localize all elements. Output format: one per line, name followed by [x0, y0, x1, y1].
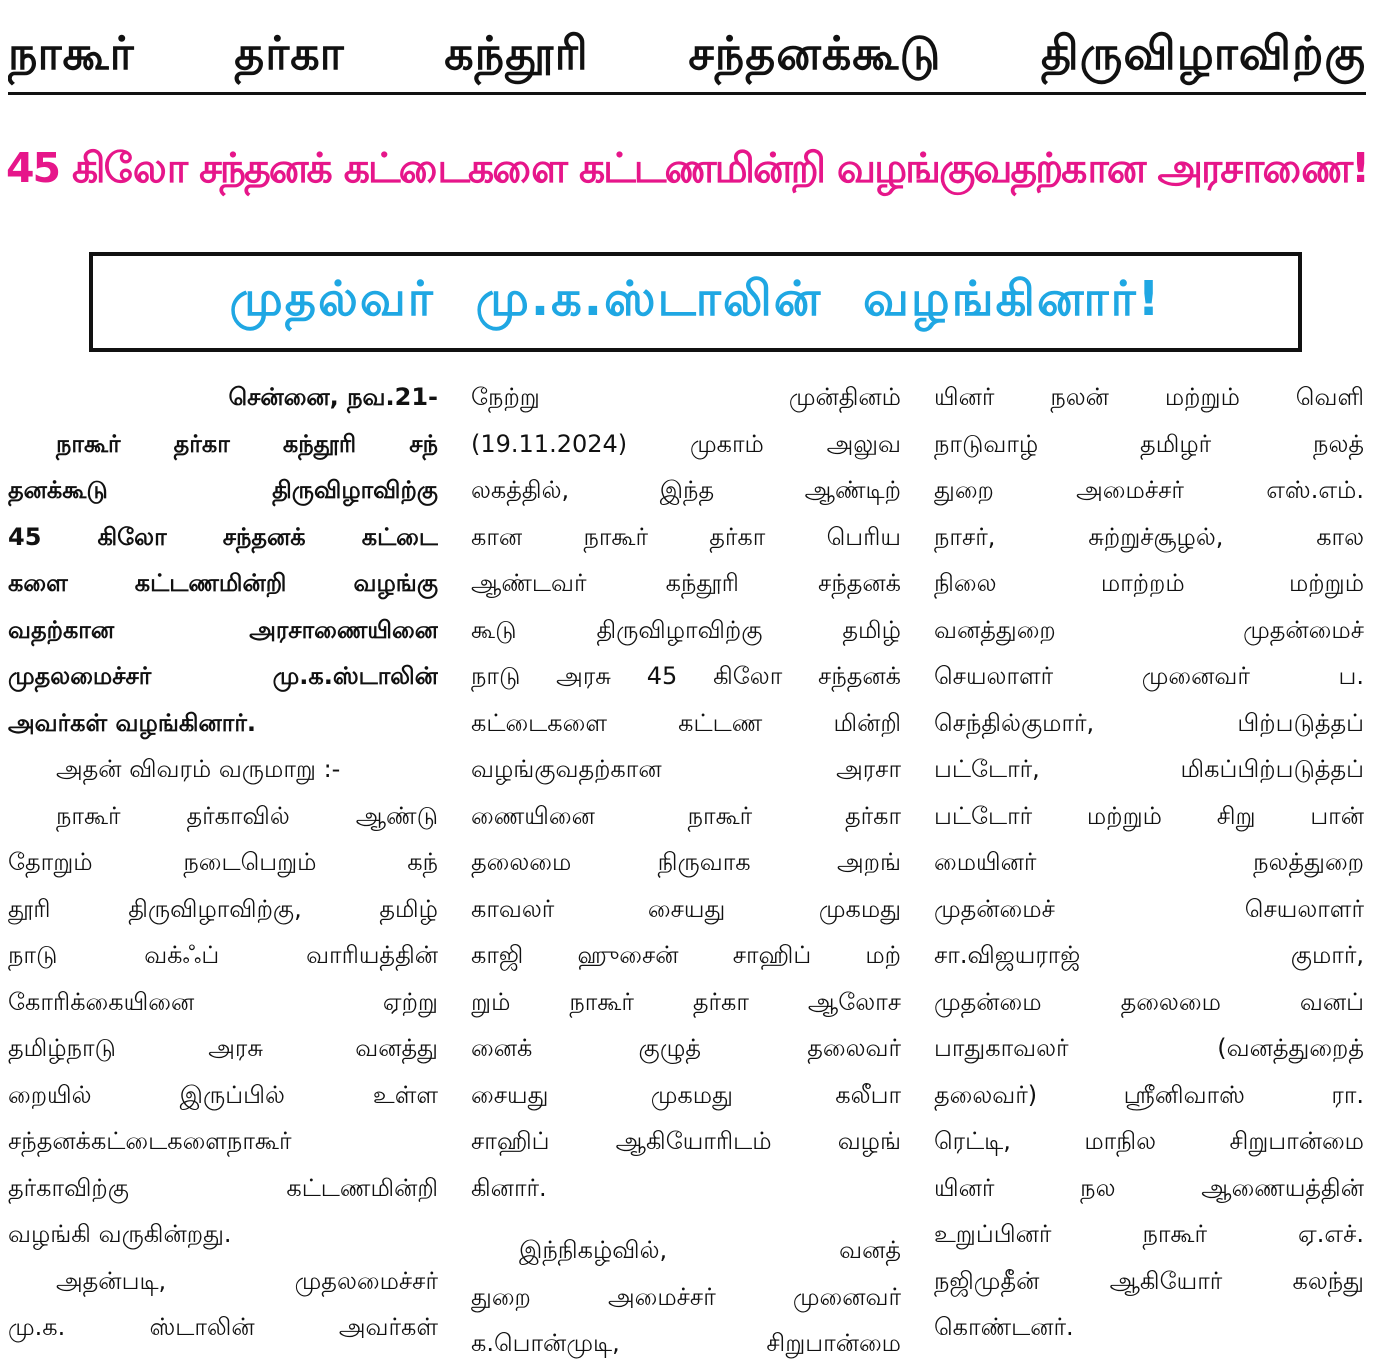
- column-line: நேற்று முன்தினம்: [471, 383, 901, 411]
- column-line: சந்தனக்கட்டைகளைநாகூர்: [8, 1127, 292, 1155]
- column-line: கான நாகூர் தர்கா பெரிய: [471, 522, 901, 551]
- column-line: காஜி ஹுசைன் சாஹிப் மற்: [471, 941, 901, 969]
- column-line: 45 கிலோ சந்தனக் கட்டை: [8, 522, 438, 551]
- column-line: நாடு வக்ஃப் வாரியத்தின்: [8, 941, 438, 969]
- column-line: தர்காவிற்கு கட்டணமின்றி: [8, 1173, 438, 1202]
- column-line: உறுப்பினர் நாகூர் ஏ.எச்.: [934, 1220, 1364, 1248]
- column-line: தூரி திருவிழாவிற்கு, தமிழ்: [8, 894, 438, 923]
- column-line: பட்டோர், மிகப்பிற்படுத்தப்: [934, 755, 1364, 783]
- column-line: அவர்கள் வழங்கினார்.: [8, 708, 256, 737]
- column-line: தோறும் நடைபெறும் கந்: [8, 848, 438, 876]
- column-line: தலைமை நிருவாக அறங்: [471, 848, 901, 876]
- column-line: முதன்மைச் செயலாளர்: [934, 894, 1364, 923]
- column-line: லகத்தில், இந்த ஆண்டிற்: [471, 476, 901, 504]
- column-line: றும் நாகூர் தர்கா ஆலோச: [471, 987, 901, 1016]
- column-line: னைக் குழுத் தலைவர்: [471, 1034, 901, 1062]
- column-line: துறை அமைச்சர் முனைவர்: [471, 1282, 901, 1311]
- paragraph-gap: [471, 1211, 901, 1227]
- column-line: நாடுவாழ் தமிழர் நலத்: [934, 429, 1364, 458]
- column-line: கோரிக்கையினை ஏற்று: [8, 987, 438, 1016]
- column-line: யினர் நல ஆணையத்தின்: [934, 1173, 1364, 1202]
- column-line: வழங்கி வருகின்றது.: [8, 1220, 232, 1248]
- column-line: றையில் இருப்பில் உள்ள: [8, 1080, 438, 1109]
- column-line: ரெட்டி, மாநில சிறுபான்மை: [934, 1127, 1364, 1155]
- dateline: சென்னை, நவ.21-: [228, 383, 438, 411]
- column-line: சையது முகமது கலீபா: [471, 1080, 901, 1109]
- column-line: முதன்மை தலைமை வனப்: [934, 987, 1364, 1016]
- column-line: வழங்குவதற்கான அரசா: [471, 755, 901, 783]
- column-line: வதற்கான அரசாணையினை: [8, 615, 438, 644]
- column-line: நாசர், சுற்றுச்சூழல், கால: [934, 522, 1364, 551]
- column-line: வனத்துறை முதன்மைச்: [934, 615, 1364, 644]
- column-line: நஜிமுதீன் ஆகியோர் கலந்து: [934, 1266, 1364, 1295]
- column-line: முதலமைச்சர் மு.க.ஸ்டாலின்: [8, 662, 438, 690]
- column-line: நாகூர் தர்கா கந்தூரி சந்: [56, 429, 438, 458]
- column-line: தனக்கூடு திருவிழாவிற்கு: [8, 476, 438, 504]
- column-line: மையினர் நலத்துறை: [934, 848, 1364, 876]
- column-line: ணையினை நாகூர் தர்கா: [471, 801, 901, 830]
- column-line: சா.விஜயராஜ் குமார்,: [934, 941, 1364, 969]
- column-line: தமிழ்நாடு அரசு வனத்து: [8, 1034, 438, 1062]
- article-column-1: [8, 374, 438, 1364]
- column-line: கூடு திருவிழாவிற்கு தமிழ்: [471, 615, 901, 644]
- column-line: கட்டைகளை கட்டண மின்றி: [471, 708, 901, 737]
- column-line: க.பொன்முடி, சிறுபான்மை: [471, 1329, 901, 1357]
- column-line: அதன்படி, முதலமைச்சர்: [56, 1266, 438, 1295]
- column-line: நாகூர் தர்காவில் ஆண்டு: [56, 801, 438, 830]
- subheadline: முதல்வர் மு.க.ஸ்டாலின் வழங்கினார்!: [229, 271, 1162, 327]
- column-line: யினர் நலன் மற்றும் வெளி: [934, 383, 1364, 411]
- column-line: துறை அமைச்சர் எஸ்.எம்.: [934, 476, 1364, 504]
- main-headline: 45 கிலோ சந்தனக் கட்டைகளை கட்டணமின்றி வழங்குவதற்கான அரசாணை!: [6, 144, 1368, 192]
- column-line: கொண்டனர்.: [934, 1313, 1074, 1341]
- article-column-2: [471, 374, 901, 1364]
- column-line: மு.க. ஸ்டாலின் அவர்கள்: [8, 1313, 438, 1341]
- column-line: அதன் விவரம் வருமாறு :-: [56, 755, 341, 783]
- column-line: (19.11.2024) முகாம் அலுவ: [471, 429, 901, 458]
- column-line: காவலர் சையது முகமது: [471, 894, 901, 923]
- column-line: தலைவர்) ஸ்ரீனிவாஸ் ரா.: [934, 1080, 1364, 1109]
- kicker-headline: நாகூர் தர்கா கந்தூரி சந்தனக்கூடு திருவிழாவிற்கு: [8, 22, 1366, 95]
- subhead-box: [89, 252, 1302, 352]
- article-column-3: [934, 374, 1364, 1364]
- column-line: களை கட்டணமின்றி வழங்கு: [8, 569, 438, 597]
- column-line: செயலாளர் முனைவர் ப.: [934, 662, 1364, 690]
- column-line: கினார்.: [471, 1173, 547, 1202]
- column-line: பாதுகாவலர் (வனத்துறைத்: [934, 1034, 1364, 1062]
- column-line: ஆண்டவர் கந்தூரி சந்தனக்: [471, 569, 901, 597]
- column-line: சாஹிப் ஆகியோரிடம் வழங்: [471, 1127, 901, 1155]
- column-line: இந்நிகழ்வில், வனத்: [519, 1236, 901, 1264]
- column-line: நிலை மாற்றம் மற்றும்: [934, 569, 1364, 597]
- column-line: பட்டோர் மற்றும் சிறு பான்: [934, 801, 1364, 830]
- column-line: செந்தில்குமார், பிற்படுத்தப்: [934, 708, 1364, 737]
- column-line: நாடு அரசு 45 கிலோ சந்தனக்: [471, 662, 901, 690]
